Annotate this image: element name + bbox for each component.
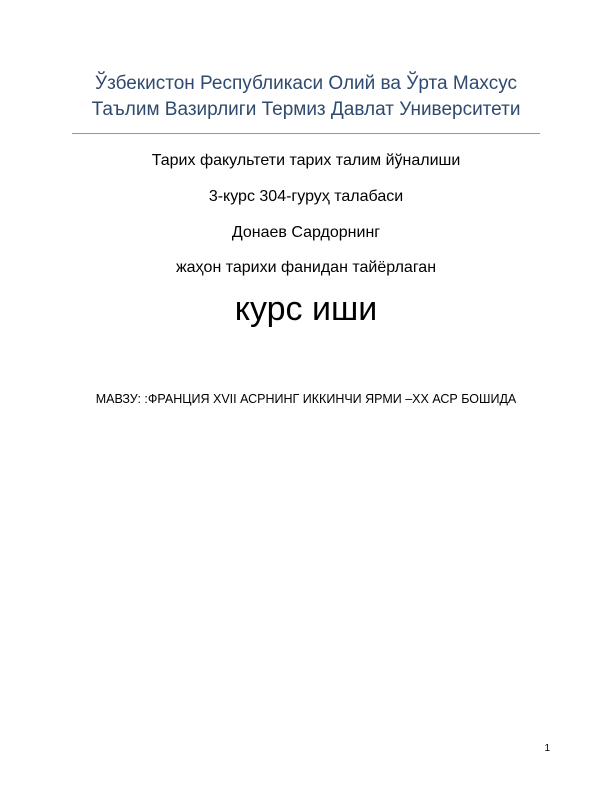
group-line: 3-курс 304-гуруҳ талабаси — [208, 188, 404, 205]
university-title-line-2: Таълим Вазирлиги Термиз Давлат Университети — [91, 99, 521, 120]
heading-divider — [72, 133, 540, 134]
university-title-line-1: Ўзбекистон Республикаси Олий ва Ўрта Махсус — [95, 73, 517, 94]
subject-line: жаҳон тарихи фанидан тайёрлаган — [175, 259, 437, 276]
document-type-title: курс иши — [234, 290, 378, 328]
student-name: Донаев Сардорнинг — [231, 224, 381, 241]
faculty-line: Тарих факультети тарих талим йўналиши — [151, 152, 461, 169]
page-number: 1 — [544, 743, 550, 754]
topic-line: МАВЗУ: :ФРАНЦИЯ XVII АСРНИНГ ИККИНЧИ ЯРМИ –XX АСР БОШИДА — [95, 392, 517, 406]
